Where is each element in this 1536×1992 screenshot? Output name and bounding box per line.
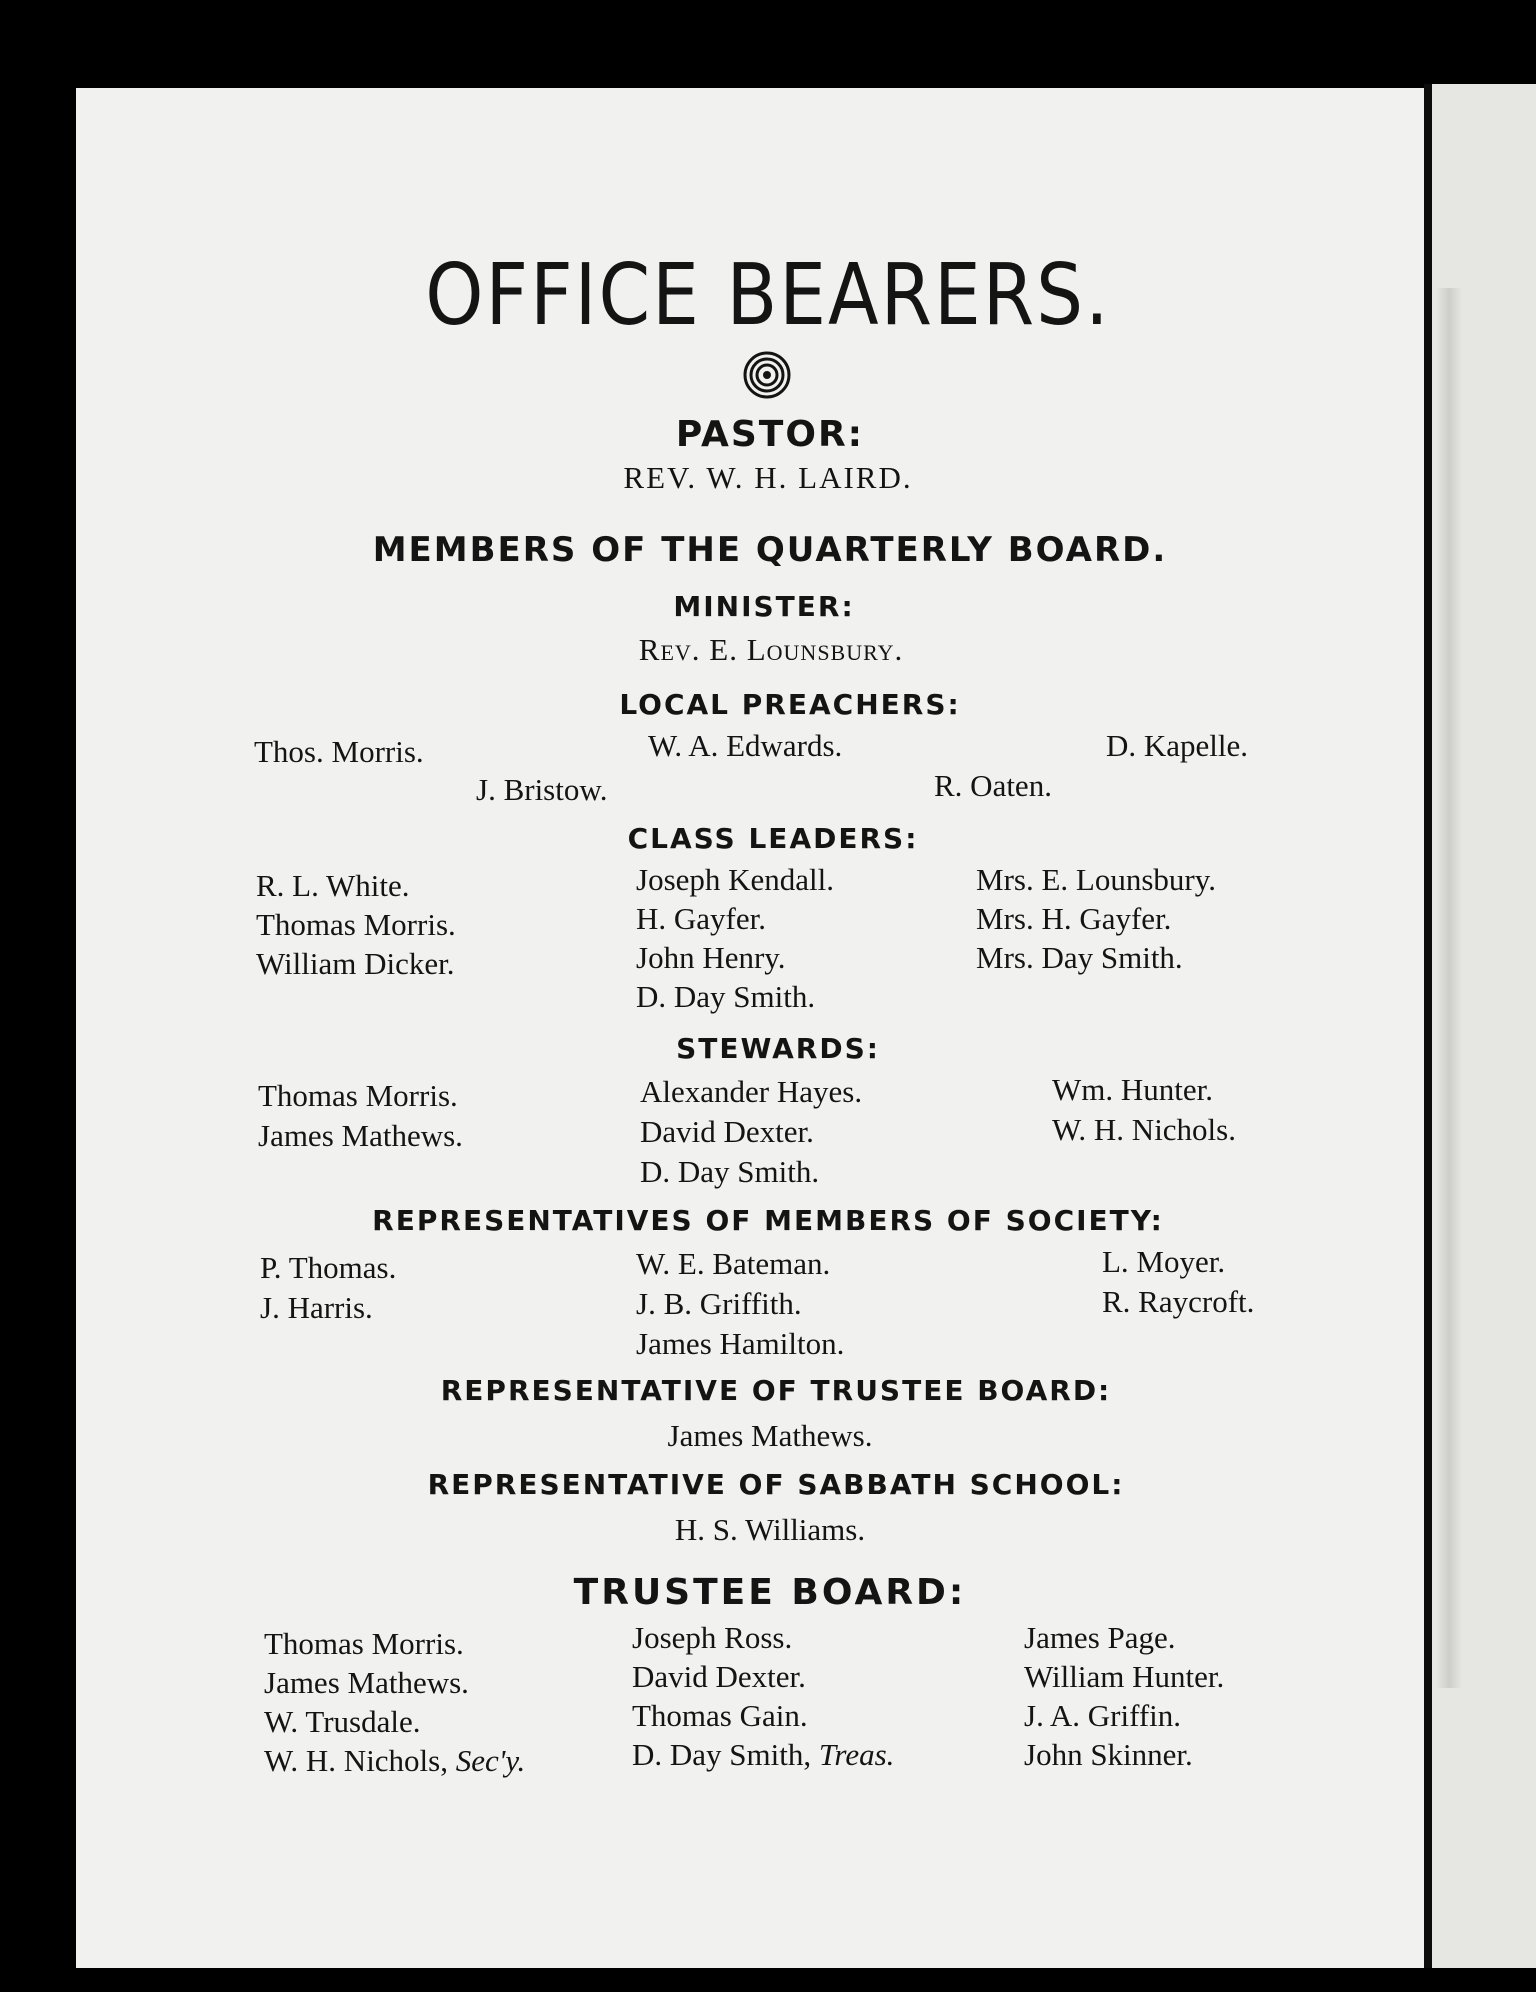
local-preacher: D. Kapelle. (1106, 728, 1249, 763)
list-item: David Dexter. (632, 1659, 806, 1694)
list-item: James Mathews. (258, 1118, 463, 1153)
list-item: J. Harris. (260, 1290, 373, 1325)
quarterly-board-heading: MEMBERS OF THE QUARTERLY BOARD. (372, 530, 1168, 570)
society-reps-col-3 (1102, 1242, 1254, 1322)
list-item: Thomas Morris. (258, 1078, 458, 1113)
secretary-role: Sec'y. (455, 1743, 526, 1778)
local-preacher: R. Oaten. (934, 768, 1052, 803)
list-item: W. H. Nichols. (1052, 1112, 1236, 1147)
trustee-rep-heading: REPRESENTATIVE OF TRUSTEE BOARD: (440, 1374, 1112, 1407)
local-preacher: Thos. Morris. (254, 734, 424, 769)
local-preachers-heading: LOCAL PREACHERS: (619, 688, 961, 721)
society-reps-col-1 (260, 1248, 396, 1328)
list-item: Thomas Morris. (256, 907, 456, 942)
list-item: William Hunter. (1024, 1659, 1225, 1694)
list-item: R. L. White. (256, 868, 410, 903)
minister-heading: MINISTER: (673, 590, 855, 623)
list-item: John Henry. (636, 940, 786, 975)
list-item: Thomas Morris. (264, 1626, 464, 1661)
stewards-col-3 (1052, 1070, 1236, 1150)
class-leaders-heading: CLASS LEADERS: (627, 822, 919, 855)
page-title: OFFICE BEARERS. (425, 246, 1111, 345)
list-item: David Dexter. (640, 1114, 814, 1149)
list-item: Mrs. Day Smith. (976, 940, 1183, 975)
trustee-board-col-1 (264, 1624, 525, 1780)
list-item: James Mathews. (264, 1665, 469, 1700)
minister-name: Rev. E. Lounsbury. (638, 632, 904, 667)
document-page (76, 88, 1424, 1968)
list-item: Joseph Kendall. (636, 862, 835, 897)
list-item: P. Thomas. (260, 1250, 397, 1285)
spiral-ornament-icon (742, 350, 792, 400)
list-item: J. B. Griffith. (636, 1286, 802, 1321)
list-item: W. Trusdale. (264, 1704, 421, 1739)
list-item: D. Day Smith. (640, 1154, 820, 1189)
sabbath-rep-name: H. S. Williams. (674, 1512, 866, 1547)
stewards-col-1 (258, 1076, 463, 1156)
trustee-board-heading: TRUSTEE BOARD: (573, 1572, 967, 1613)
page-stain (1436, 288, 1462, 1688)
list-item: James Page. (1024, 1620, 1176, 1655)
list-item: J. A. Griffin. (1024, 1698, 1182, 1733)
class-leaders-col-1 (256, 866, 456, 983)
trustee-name: W. H. Nichols, (264, 1743, 448, 1778)
class-leaders-col-2 (636, 860, 834, 1016)
local-preacher: W. A. Edwards. (648, 728, 843, 763)
society-reps-col-2 (636, 1244, 844, 1364)
trustee-rep-name: James Mathews. (667, 1418, 873, 1453)
list-item: R. Raycroft. (1102, 1284, 1255, 1319)
list-item: Mrs. H. Gayfer. (976, 901, 1172, 936)
trustee-board-col-3 (1024, 1618, 1224, 1774)
list-item: James Hamilton. (636, 1326, 845, 1361)
list-item: Alexander Hayes. (640, 1074, 863, 1109)
list-item: Thomas Gain. (632, 1698, 808, 1733)
society-reps-heading: REPRESENTATIVES OF MEMBERS OF SOCIETY: (372, 1204, 1164, 1237)
list-item: William Dicker. (256, 946, 455, 981)
list-item: Mrs. E. Lounsbury. (976, 862, 1216, 897)
pastor-heading: PASTOR: (675, 414, 865, 455)
list-item: D. Day Smith. (636, 979, 816, 1014)
list-item: W. E. Bateman. (636, 1246, 831, 1281)
list-item: Joseph Ross. (632, 1620, 793, 1655)
list-item: L. Moyer. (1102, 1244, 1226, 1279)
class-leaders-col-3 (976, 860, 1216, 977)
trustee-board-col-2 (632, 1618, 894, 1774)
pastor-name: REV. W. H. LAIRD. (623, 460, 913, 495)
treasurer-role: Treas. (818, 1737, 895, 1772)
stewards-col-2 (640, 1072, 862, 1192)
list-item (632, 1735, 894, 1774)
stewards-heading: STEWARDS: (676, 1032, 880, 1065)
list-item: John Skinner. (1024, 1737, 1193, 1772)
local-preacher: J. Bristow. (476, 772, 608, 807)
list-item (264, 1741, 525, 1780)
list-item: Wm. Hunter. (1052, 1072, 1213, 1107)
list-item: H. Gayfer. (636, 901, 766, 936)
sabbath-rep-heading: REPRESENTATIVE OF SABBATH SCHOOL: (427, 1468, 1125, 1501)
trustee-name: D. Day Smith, (632, 1737, 812, 1772)
